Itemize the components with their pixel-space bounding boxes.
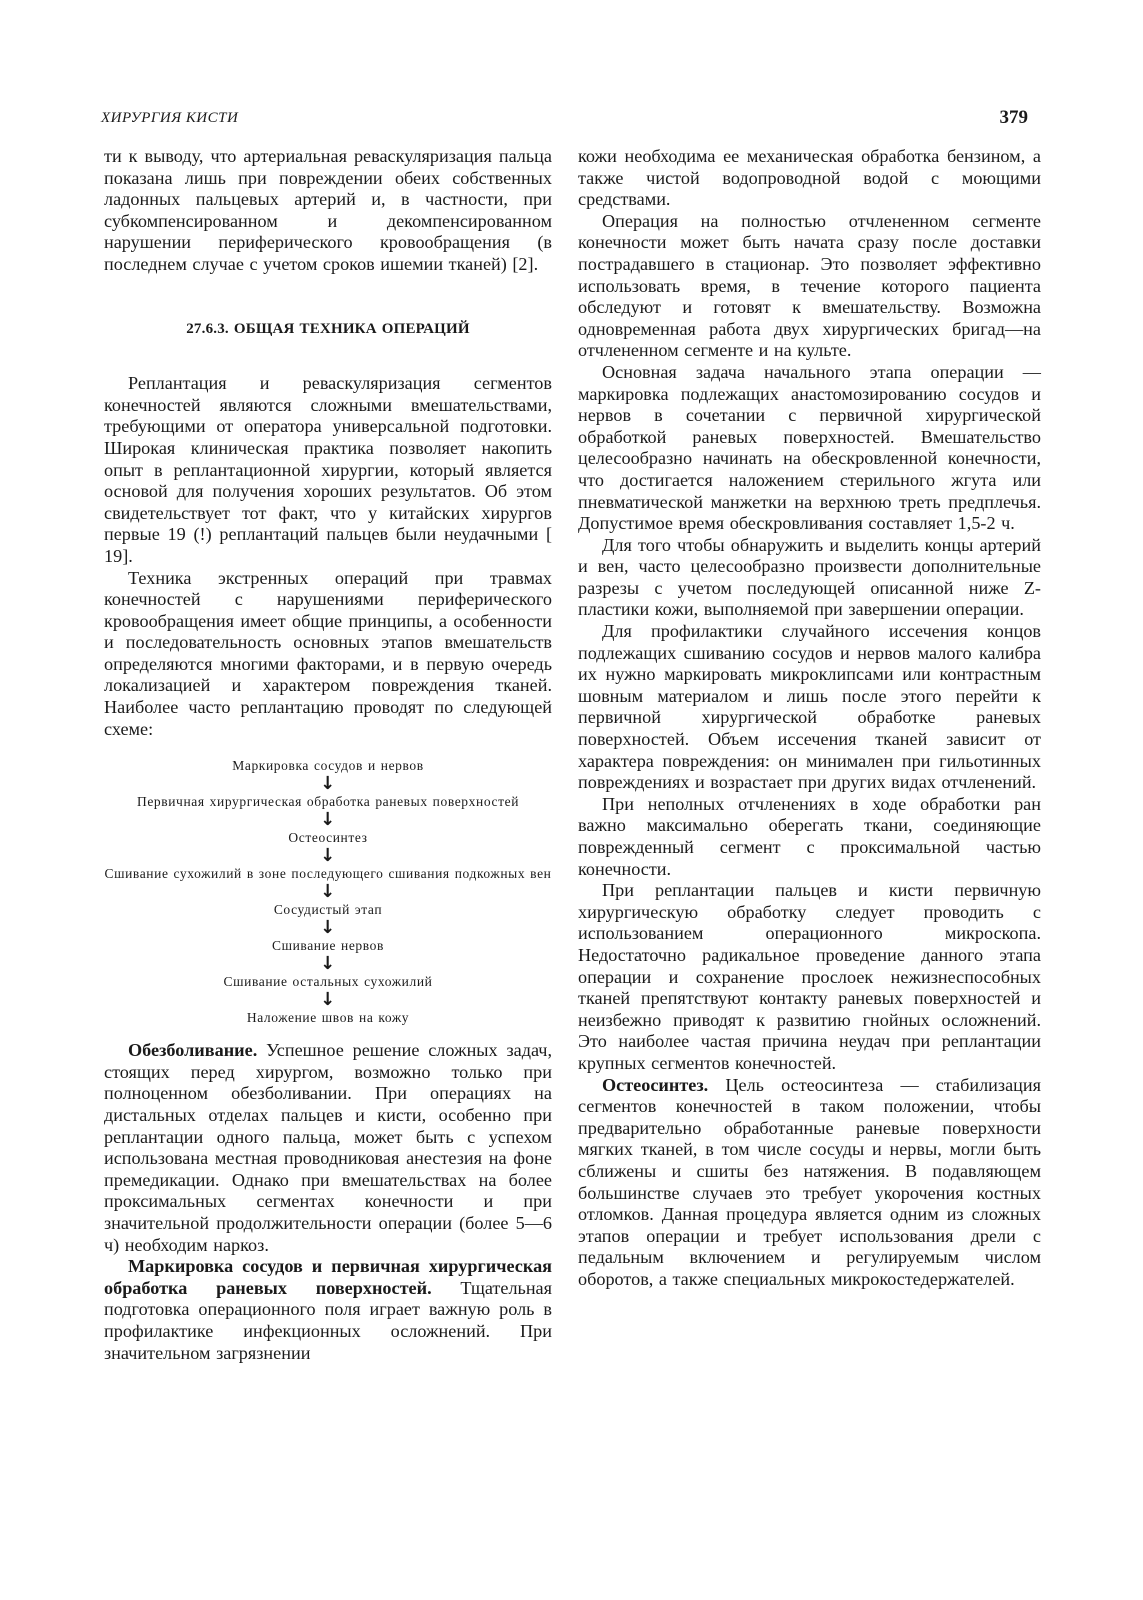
down-arrow-icon: ↓: [320, 953, 336, 975]
scheme-step: Сшивание нервов: [271, 938, 384, 954]
paragraph: Реплантация и реваскуляризация сегментов конечностей являются сложными вмешательствами, требующими от оператора универсальной подготовки. Широкая клиническая практика позволяет накопить опыт в реплантационной хирургии, который является основой для получения хороших результатов. Об этом свидетельствует тот факт, что у китайских хирургов первые 19 (!) реплантаций пальцев были неудачными [ 19].: [104, 373, 552, 566]
paragraph: [104, 1040, 552, 1256]
scheme-step: Остеосинтез: [288, 830, 368, 846]
run-in-heading: Остеосинтез.: [602, 1074, 709, 1095]
down-arrow-icon: ↓: [320, 845, 336, 867]
paragraph: При реплантации пальцев и кисти первичную хирургическую обработку следует проводить с использованием операционного микроскопа. Недостаточно радикальное проведение данного этапа операции и сохранение прослоек нежизнеспособных тканей препятствуют контакту раневых поверхностей и неизбежно приводят к развитию гнойных осложнений. Это наиболее частая причина неудач при реплантации крупных сегментов конечностей.: [578, 880, 1041, 1073]
scheme-step: Первичная хирургическая обработка раневых поверхностей: [136, 794, 520, 810]
scheme-step: Сшивание сухожилий в зоне последующего сшивания подкожных вен: [104, 866, 552, 882]
paragraph: Техника экстренных операций при травмах конечностей с нарушениями периферического кровообращения имеет общие принципы, а особенности и последовательность основных этапов вмешательств определяются многими факторами, и в первую очередь локализацией и характером повреждения тканей. Наиболее часто реплантацию проводят по следующей схеме:: [104, 567, 552, 739]
down-arrow-icon: ↓: [320, 917, 336, 939]
paragraph: ти к выводу, что артериальная реваскуляризация пальца показана лишь при повреждении обеих собственных ладонных пальцевых артерий и, в частности, при субкомпенсированном и декомпенсированном нарушении периферического кровообращения (в последнем случае с учетом сроков ишемии тканей) [2].: [104, 146, 552, 274]
paragraph: Для того чтобы обнаружить и выделить концы артерий и вен, часто целесообразно произвести дополнительные разрезы с учетом последующей описанной ниже Z-пластики кожи, выполняемой при завершении операции.: [578, 534, 1041, 620]
right-column: [578, 146, 1041, 1290]
scheme-step: Сшивание остальных сухожилий: [223, 974, 433, 990]
scheme-step: Сосудистый этап: [273, 902, 383, 918]
paragraph: кожи необходима ее механическая обработка бензином, а также чистой водопроводной водой с моющими средствами.: [578, 146, 1041, 210]
running-title: ХИРУРГИЯ КИСТИ: [101, 110, 239, 126]
paragraph: Основная задача начального этапа операции — маркировка подлежащих анастомозированию сосудов и нервов в сочетании с первичной хирургической обработкой раневых поверхностей. Вмешательство целесообразно начинать на обескровленной конечности, что достигается наложением стерильного жгута или пневматической манжетки на верхнюю треть предплечья. Допустимое время обескровливания составляет 1,5-2 ч.: [578, 361, 1041, 534]
run-in-heading: Обезболивание.: [128, 1040, 258, 1061]
page-number: 379: [999, 107, 1028, 128]
paragraph-text: Тщательная подготовка операционного поля играет важную роль в профилактике инфекционных осложнений. При значительном загрязнении: [104, 1277, 552, 1363]
paragraph-text: Цель остеосинтеза — стабилизация сегментов конечностей в таком положении, чтобы предварительно обработанные раневые поверхности мягких тканей, в том числе сосуды и нервы, могли быть сближены и сшиты без натяжения. В подавляющем большинстве случаев это требует укорочения костных отломков. Данная процедура является одним из сложных этапов операции и требует использования дрели с педальным включением и регулируемым числом оборотов, а также специальных микрокостедержателей.: [578, 1074, 1041, 1289]
paragraph: При неполных отчленениях в ходе обработки ран важно максимально оберегать ткани, соединяющие поврежденный сегмент с проксимальной частью конечности.: [578, 793, 1041, 879]
paragraph: [104, 1256, 552, 1364]
scheme-step: Наложение швов на кожу: [246, 1010, 410, 1026]
paragraph: Операция на полностью отчлененном сегменте конечности может быть начата сразу после доставки пострадавшего в стационар. Это позволяет эффективно использовать время, в течение которого пациента обследуют и готовят к вмешательству. Возможна одновременная работа двух хирургических бригад—на отчлененном сегменте и на культе.: [578, 210, 1041, 361]
left-column: [104, 146, 552, 1364]
paragraph: Для профилактики случайного иссечения концов подлежащих сшиванию сосудов и нервов малого калибра их нужно маркировать микроклипсами или контрастным шовным материалом и лишь после этого перейти к первичной хирургической обработке раневых поверхностей. Объем иссечения тканей зависит от характера повреждения: он минимален при гильотинных повреждениях и возрастает при других видах отчленений.: [578, 621, 1041, 793]
section-heading: 27.6.3. ОБЩАЯ ТЕХНИКА ОПЕРАЦИЙ: [186, 320, 470, 337]
down-arrow-icon: ↓: [320, 989, 336, 1011]
paragraph-text: Успешное решение сложных задач, стоящих перед хирургом, возможно только при полноценном обезболивании. При операциях на дистальных отделах пальцев и кисти, особенно при реплантации одного пальца, может быть с успехом использована местная проводниковая анестезия на фоне премедикации. Однако при вмешательствах на более проксимальных сегментах конечности и при значительной продолжительности операции (более 5—6 ч) необходим наркоз.: [104, 1040, 552, 1255]
paragraph: [578, 1075, 1041, 1291]
down-arrow-icon: ↓: [320, 773, 336, 795]
run-in-heading: Маркировка сосудов и первичная хирургическая обработка раневых поверхностей.: [104, 1256, 552, 1298]
down-arrow-icon: ↓: [320, 881, 336, 903]
operation-scheme: [104, 758, 552, 1026]
down-arrow-icon: ↓: [320, 809, 336, 831]
scheme-step: Маркировка сосудов и нервов: [232, 758, 424, 774]
